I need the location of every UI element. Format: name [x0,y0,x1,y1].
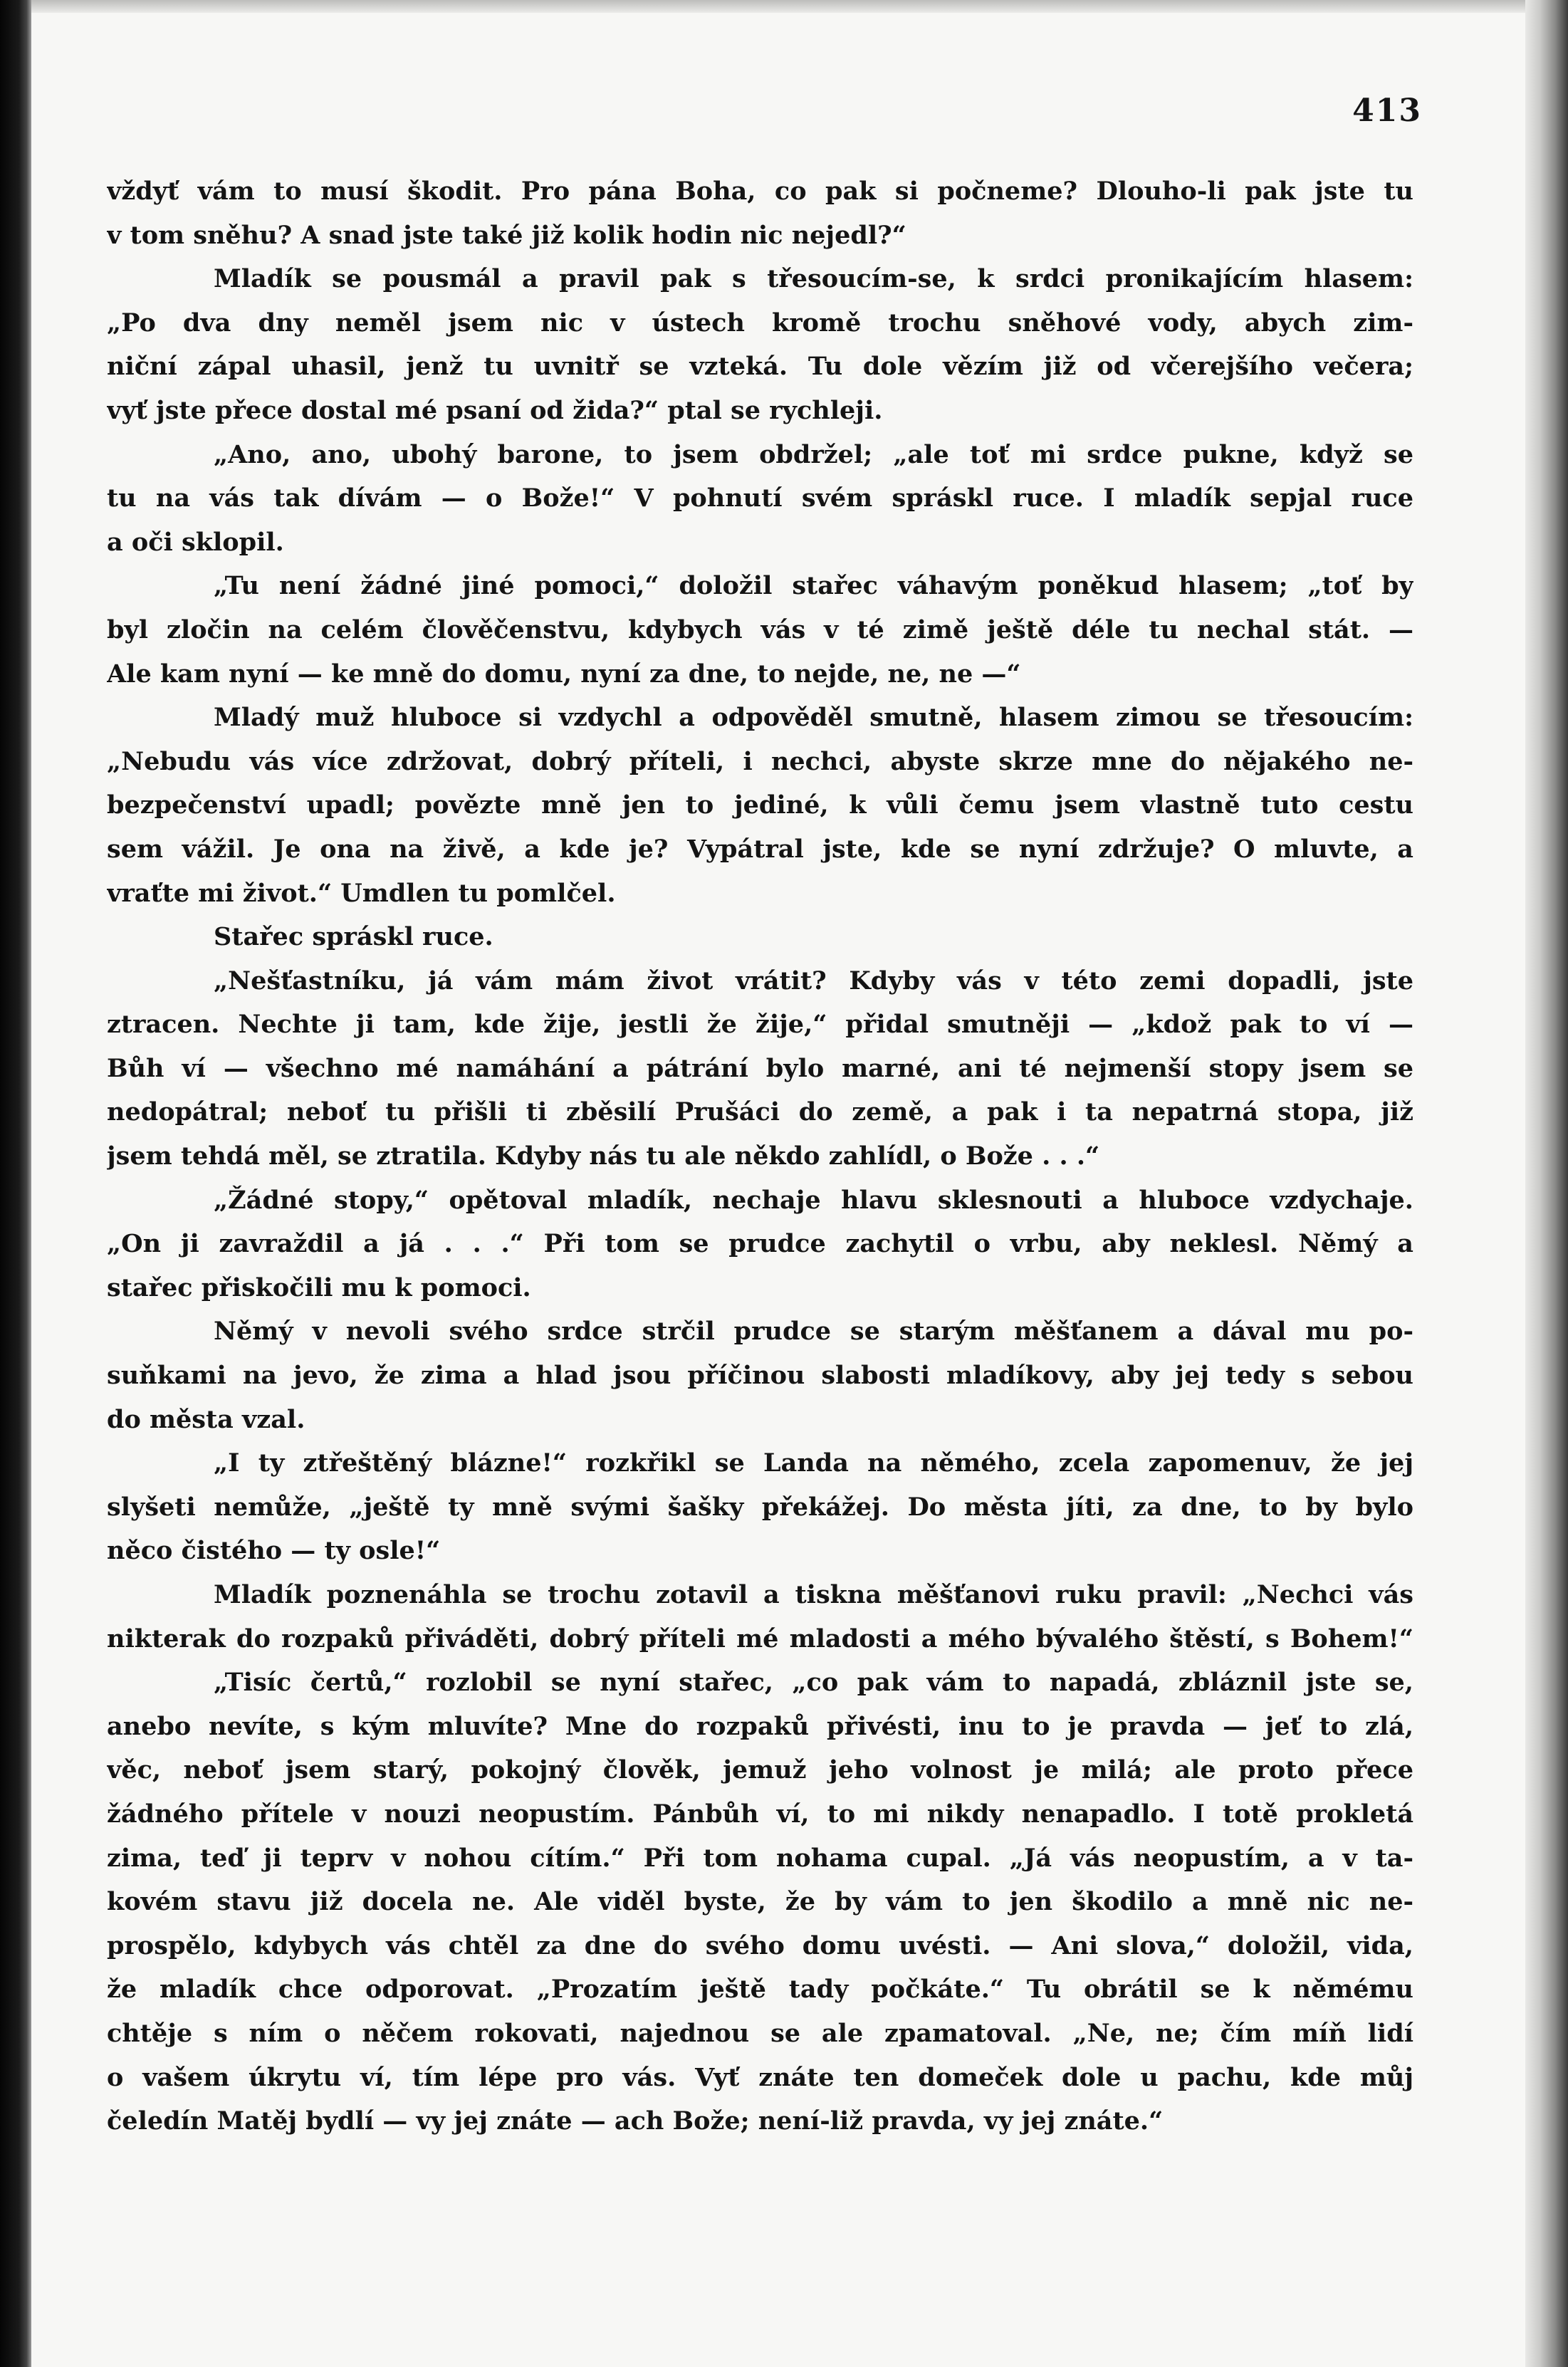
text-line: kovém stavu již docela ne. Ale viděl byste, že by vám to jen škodilo a mně nic ne- [107,1887,1413,1917]
text-line: „I ty ztřeštěný blázne!“ rozkřikl se Landa na němého, zcela zapomenuv, že jej [214,1448,1413,1478]
text-line: suňkami na jevo, že zima a hlad jsou příčinou slabosti mladíkovy, aby jej tedy s sebou [107,1361,1413,1391]
text-line: vždyť vám to musí škodit. Pro pána Boha, co pak si počneme? Dlouho-li pak jste tu [107,177,1413,206]
text-line: věc, neboť jsem starý, pokojný člověk, jemuž jeho volnost je milá; ale proto přece [107,1755,1413,1785]
text-line: Bůh ví — všechno mé namáhání a pátrání bylo marné, ani té nejmenší stopy jsem se [107,1053,1413,1083]
text-line: vyť jste přece dostal mé psaní od žida?“ ptal se rychleji. [107,395,883,425]
text-line: a oči sklopil. [107,527,284,557]
text-line: Mladý muž hluboce si vzdychl a odpověděl smutně, hlasem zimou se třesoucím: [214,703,1413,733]
text-line: stařec přiskočili mu k pomoci. [107,1273,531,1302]
text-line: „Tu není žádné jiné pomoci,“ doložil stařec váhavým poněkud hlasem; „toť by [214,571,1413,601]
text-line: Ale kam nyní — ke mně do domu, nyní za dne, to nejde, ne, ne —“ [107,659,1021,689]
text-line: sem vážil. Je ona na živě, a kde je? Vypátral jste, kde se nyní zdržuje? O mluvte, a [107,834,1413,864]
text-line: ztracen. Nechte ji tam, kde žije, jestli že žije,“ přidal smutněji — „kdož pak to ví — [107,1010,1413,1040]
text-line: nedopátral; neboť tu přišli ti zběsilí Prušáci do země, a pak i ta nepatrná stopa, již [107,1097,1413,1127]
text-line: „Nešťastníku, já vám mám život vrátit? Kdyby vás v této zemi dopadli, jste [214,966,1413,996]
page-top-edge [31,0,1525,13]
text-line: Němý v nevoli svého srdce strčil prudce se starým měšťanem a dával mu po- [214,1317,1413,1347]
text-line: čeledín Matěj bydlí — vy jej znáte — ach Bože; není-liž pravda, vy jej znáte.“ [107,2106,1164,2136]
text-line: chtěje s ním o něčem rokovati, najednou se ale zpamatoval. „Ne, ne; čím míň lidí [107,2018,1413,2048]
binding-shadow-right [1525,0,1568,2367]
text-line: anebo nevíte, s kým mluvíte? Mne do rozpaků přivésti, inu to je pravda — jeť to zlá, [107,1711,1413,1741]
text-line: nikterak do rozpaků přiváděti, dobrý příteli mé mladosti a mého bývalého štěstí, s Bohem!“ [107,1624,1413,1653]
text-line: tu na vás tak dívám — o Bože!“ V pohnutí svém spráskl ruce. I mladík sepjal ruce [107,484,1413,513]
text-line: něco čistého — ty osle!“ [107,1536,441,1566]
text-line: o vašem úkrytu ví, tím lépe pro vás. Vyť znáte ten domeček dole u pachu, kde můj [107,2062,1413,2092]
text-line: niční zápal uhasil, jenž tu uvnitř se vzteká. Tu dole vězím již od včerejšího večera; [107,352,1413,382]
text-line: Mladík se pousmál a pravil pak s třesoucím-se, k srdci pronikajícím hlasem: [214,264,1413,294]
text-line: „On ji zavraždil a já . . .“ Při tom se prudce zachytil o vrbu, aby neklesl. Němý a [107,1229,1413,1259]
text-line: do města vzal. [107,1404,305,1434]
text-line: Stařec spráskl ruce. [214,922,493,952]
page-number: 413 [1352,93,1422,129]
text-line: zima, teď ji teprv v nohou cítím.“ Při tom nohama cupal. „Já vás neopustím, a v ta- [107,1843,1413,1873]
text-line: bezpečenství upadl; povězte mně jen to jediné, k vůli čemu jsem vlastně tuto cestu [107,790,1413,820]
text-line: „Po dva dny neměl jsem nic v ústech kromě trochu sněhové vody, abych zim- [107,308,1413,338]
text-line: žádného přítele v nouzi neopustím. Pánbůh ví, to mi nikdy nenapadlo. I totě prokletá [107,1799,1413,1829]
text-line: byl zločin na celém člověčenstvu, kdybych vás v té zimě ještě déle tu nechal stát. — [107,615,1413,644]
text-line: jsem tehdá měl, se ztratila. Kdyby nás tu ale někdo zahlídl, o Bože . . .“ [107,1141,1100,1171]
text-line: „Nebudu vás více zdržovat, dobrý příteli, i nechci, abyste skrze mne do nějakého ne- [107,746,1413,776]
text-line: „Tisíc čertů,“ rozlobil se nyní stařec, „co pak vám to napadá, zbláznil jste se, [214,1668,1413,1698]
text-line: Mladík poznenáhla se trochu zotavil a tiskna měšťanovi ruku pravil: „Nechci vás [214,1580,1413,1609]
text-line: že mladík chce odporovat. „Prozatím ještě tady počkáte.“ Tu obrátil se k němému [107,1975,1413,2005]
text-line: slyšeti nemůže, „ještě ty mně svými šašky překážej. Do města jíti, za dne, to by bylo [107,1492,1413,1522]
text-line: prospělo, kdybych vás chtěl za dne do svého domu uvésti. — Ani slova,“ doložil, vida, [107,1930,1413,1960]
binding-shadow-left [0,0,31,2367]
body-text [107,169,1413,2143]
text-line: vraťte mi život.“ Umdlen tu pomlčel. [107,878,616,908]
text-line: „Žádné stopy,“ opětoval mladík, nechaje hlavu sklesnouti a hluboce vzdychaje. [214,1185,1413,1215]
text-line: „Ano, ano, ubohý barone, to jsem obdržel; „ale toť mi srdce pukne, když se [214,439,1413,469]
text-line: v tom sněhu? A snad jste také již kolik hodin nic nejedl?“ [107,220,906,250]
